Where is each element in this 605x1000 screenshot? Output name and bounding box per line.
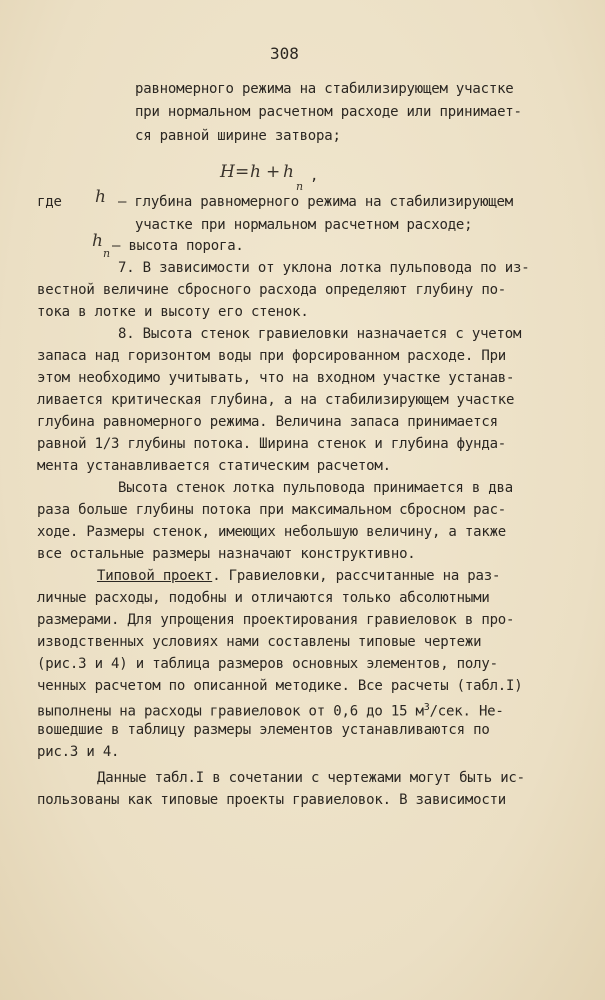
text-fragment: /сек. Не- [429,703,504,720]
formula-term-h: h [250,162,261,182]
text-line: пользованы как типовые проекты гравиеловок. В зависимости [37,792,507,808]
text-line: вошедшие в таблицу размеры элементов устанавливаются по [37,722,490,738]
text-line: раза больше глубины потока при максимальном сбросном рас- [37,502,507,518]
text-line: при нормальном расчетном расходе или принимает- [135,104,522,120]
text-line: рис.3 и 4. [37,744,120,760]
text-line: мента устанавливается статическим расчетом. [37,458,391,474]
section-heading-line [97,568,500,584]
text-line: равной 1/3 глубины потока. Ширина стенок и глубина фунда- [37,436,507,452]
formula-lhs: H [220,162,235,182]
symbol-h-n-subscript: n [103,247,111,260]
text-fragment: выполнены на расходы гравиеловок от 0,6 до 15 м [37,703,424,720]
text-line: изводственных условиях нами составлены типовые чертежи [37,634,482,650]
superscript-3: 3 [423,702,430,713]
text-line: – высота порога. [112,238,244,254]
text-line: вестной величине сбросного расхода определяют глубину по- [37,282,507,298]
formula-term-hn: h [283,162,294,182]
section-title-typical-project: Типовой проект [97,568,213,584]
text-line: – глубина равномерного режима на стабилизирующем [118,194,513,210]
text-line: все остальные размеры назначают конструктивно. [37,546,416,562]
where-label: где [37,194,62,210]
symbol-h-n: h [92,231,103,251]
text-line: глубина равномерного режима. Величина запаса принимается [37,414,498,430]
text-line: ходе. Размеры стенок, имеющих небольшую величину, а также [37,524,507,540]
text-line: запаса над горизонтом воды при форсированном расходе. При [37,348,507,364]
text-line-with-superscript [37,700,504,720]
text-line: ченных расчетом по описанной методике. Все расчеты (табл.I) [37,678,523,694]
text-line: размерами. Для упрощения проектирования гравиеловок в про- [37,612,515,628]
text-line: (рис.3 и 4) и таблица размеров основных элементов, полу- [37,656,498,672]
formula-equals: = [235,162,250,182]
text-line: Высота стенок лотка пульповода принимается в два [118,480,513,496]
page-number: 308 [270,44,299,63]
formula-comma: , [310,168,319,184]
text-line: Данные табл.I в сочетании с чертежами могут быть ис- [97,770,525,786]
text-line: ся равной ширине затвора; [135,128,341,144]
text-line: участке при нормальном расчетном расходе; [135,217,473,233]
text-line: 8. Высота стенок гравиеловки назначается с учетом [118,326,522,342]
text-line: ливается критическая глубина, а на стабилизирующем участке [37,392,515,408]
text-line: 7. В зависимости от уклона лотка пульповода по из- [118,260,530,276]
formula-plus: + [266,162,281,182]
text-line: равномерного режима на стабилизирующем участке [135,81,514,97]
symbol-h: h [95,187,106,207]
text-fragment: . Гравиеловки, рассчитанные на раз- [212,568,501,584]
formula-subscript: n [296,180,304,193]
text-line: личные расходы, подобны и отличаются только абсолютными [37,590,490,606]
text-line: этом необходимо учитывать, что на входном участке устанав- [37,370,515,386]
text-line: тока в лотке и высоту его стенок. [37,304,309,320]
